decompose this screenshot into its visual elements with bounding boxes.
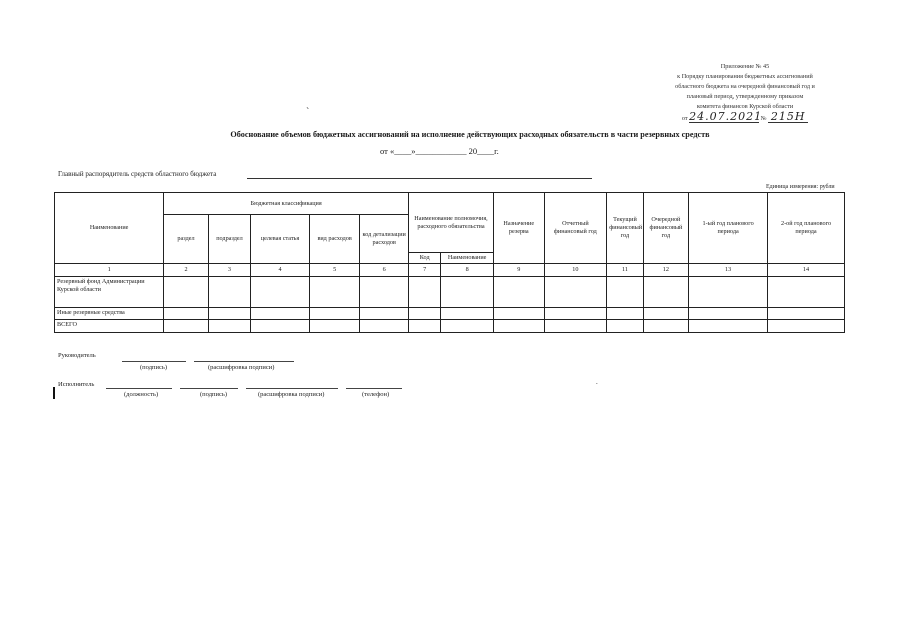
table-row xyxy=(55,320,845,333)
header-subsection: подраздел xyxy=(208,215,250,264)
col-number: 12 xyxy=(643,264,689,277)
grbs-label: Главный распорядитель средств областного бюджета xyxy=(58,170,217,178)
scan-dot: . xyxy=(596,378,598,386)
header-current-year: Текущий финансовый год xyxy=(607,193,643,264)
header-obligation-name: Наименование xyxy=(441,253,494,264)
col-number: 7 xyxy=(409,264,441,277)
header-obligation-code: Код xyxy=(409,253,441,264)
executor-position-line xyxy=(106,388,172,389)
column-number-row xyxy=(55,264,845,277)
header-plan-year-2: 2-ой год планового периода xyxy=(768,193,845,264)
appendix-block xyxy=(640,62,850,124)
row-name-other-reserves: Иные резервные средства xyxy=(55,308,164,320)
scan-margin-mark xyxy=(53,387,55,399)
header-plan-year-1: 1-ый год планового периода xyxy=(689,193,768,264)
table-row xyxy=(55,277,845,308)
head-name-line xyxy=(194,361,294,362)
col-number: 13 xyxy=(689,264,768,277)
header-budget-classification: Бюджетная классификация xyxy=(164,193,409,215)
col-number: 6 xyxy=(360,264,409,277)
unit-label: Единица измерения: рубли xyxy=(766,184,835,190)
head-label: Руководитель xyxy=(58,352,96,359)
col-number: 3 xyxy=(208,264,250,277)
executor-label: Исполнитель xyxy=(58,381,95,388)
header-reserve-purpose: Назначение резерва xyxy=(493,193,544,264)
date-line: от «____»____________ 20____г. xyxy=(380,146,499,156)
col-number: 9 xyxy=(493,264,544,277)
order-number: 215Н xyxy=(768,112,808,123)
order-date: 24.07.2021 xyxy=(689,110,763,123)
header-detail-code: код детализации расходов xyxy=(360,215,409,264)
reserve-table xyxy=(54,192,845,333)
order-no-prefix: № xyxy=(760,115,767,122)
appendix-line: к Порядку планирования бюджетных ассигнований xyxy=(677,73,813,80)
executor-name-line xyxy=(246,388,338,389)
appendix-line: областного бюджета на очередной финансовый год и xyxy=(675,83,815,90)
executor-caption-name: (расшифровка подписи) xyxy=(258,391,325,398)
head-signature-line xyxy=(122,361,186,362)
header-name: Наименование xyxy=(55,193,164,264)
appendix-line: комитета финансов Курской области xyxy=(696,103,794,110)
appendix-order-line xyxy=(640,112,850,124)
row-name-reserve-fund: Резервный фонд Администрации Курской области xyxy=(55,277,164,308)
col-number: 14 xyxy=(768,264,845,277)
executor-phone-line xyxy=(346,388,402,389)
row-name-total: ВСЕГО xyxy=(55,320,164,333)
appendix-line: плановый период, утвержденному приказом xyxy=(686,93,804,100)
header-obligation: Наименование полномочия, расходного обязательства xyxy=(409,193,494,253)
executor-caption-phone: (телефон) xyxy=(362,391,390,398)
order-prefix: от xyxy=(681,115,688,122)
header-expense-type: вид расходов xyxy=(309,215,360,264)
executor-caption-position: (должность) xyxy=(124,391,159,398)
col-number: 8 xyxy=(441,264,494,277)
table-row xyxy=(55,308,845,320)
col-number: 2 xyxy=(164,264,209,277)
col-number: 11 xyxy=(607,264,643,277)
appendix-line: Приложение № 45 xyxy=(720,63,770,70)
executor-signature-line xyxy=(180,388,238,389)
head-caption-name: (расшифровка подписи) xyxy=(208,364,275,371)
header-report-year: Отчетный финансовый год xyxy=(544,193,607,264)
header-section: раздел xyxy=(164,215,209,264)
header-next-year: Очередной финансовый год xyxy=(643,193,689,264)
col-number: 4 xyxy=(251,264,310,277)
col-number: 10 xyxy=(544,264,607,277)
scan-mark: ` xyxy=(306,107,310,118)
header-target-article: целевая статья xyxy=(251,215,310,264)
col-number: 5 xyxy=(309,264,360,277)
grbs-field-line xyxy=(247,178,592,179)
document-title: Обоснование объемов бюджетных ассигнований на исполнение действующих расходных обязательств в части резервных средств xyxy=(230,130,710,139)
executor-caption-signature: (подпись) xyxy=(200,391,227,398)
head-caption-signature: (подпись) xyxy=(140,364,167,371)
col-number: 1 xyxy=(55,264,164,277)
